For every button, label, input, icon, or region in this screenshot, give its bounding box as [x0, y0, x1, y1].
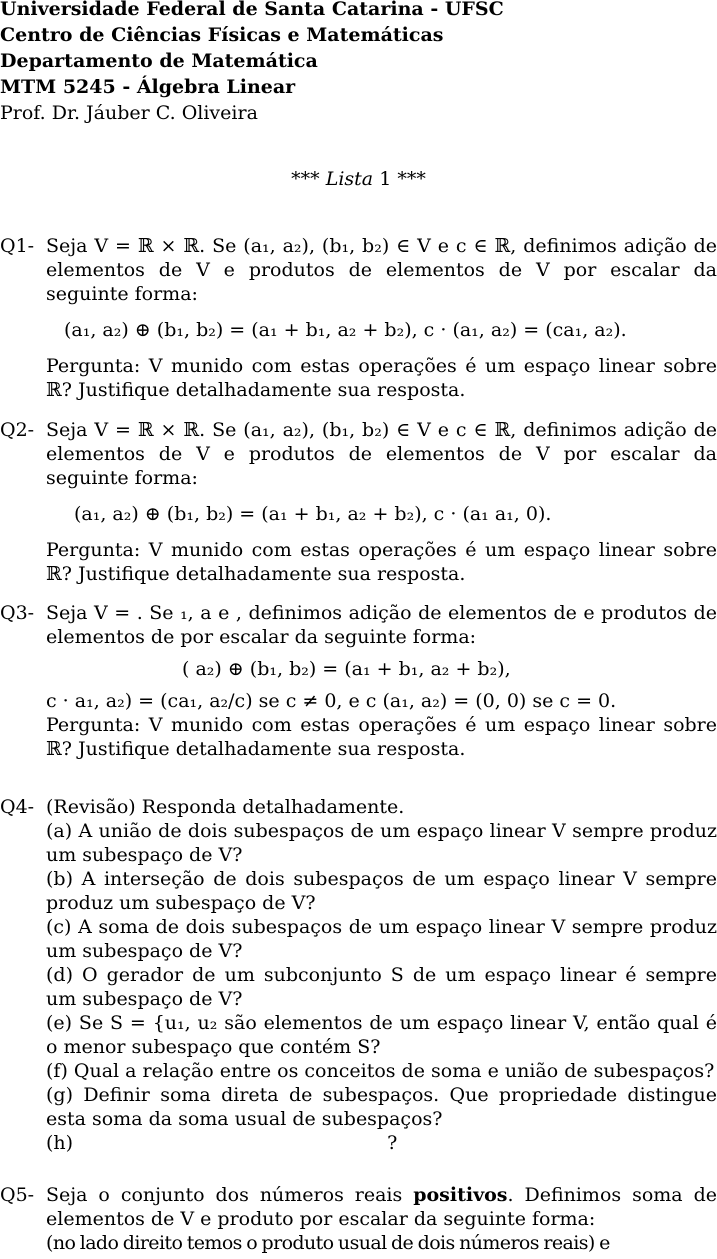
question-4-item-g: (g) Definir soma direta de subespaços. Que propriedade distingue esta soma da soma usual de subespaços? — [46, 1084, 717, 1130]
question-4-intro: (Revisão) Responda detalhadamente. — [46, 796, 405, 818]
question-4-item-e: (e) Se S = {u₁, u₂ são elementos de um espaço linear V, então qual é o menor subespaço que contém S? — [46, 1012, 717, 1058]
question-4-item-c: (c) A soma de dois subespaços de um espaço linear V sempre produz um subespaço de V? — [46, 916, 717, 962]
question-5-intro — [46, 1183, 717, 1231]
question-5-label: Q5- — [0, 1184, 35, 1206]
question-2 — [0, 418, 717, 586]
question-5-intro-pre: Seja o conjunto dos números reais — [46, 1184, 414, 1206]
question-1-intro: Seja V = ℝ × ℝ. Se (a₁, a₂), (b₁, b₂) ∈ V e c ∈ ℝ, definimos adição de elementos de V e produtos de elementos de V por escalar da seguinte forma: — [46, 235, 717, 305]
course-name: MTM 5245 - Álgebra Linear — [0, 76, 296, 98]
question-4-label: Q4- — [0, 796, 35, 818]
question-3 — [0, 601, 717, 761]
question-4-item-d: (d) O gerador de um subconjunto S de um espaço linear é sempre um subespaço de V? — [46, 964, 717, 1010]
question-5 — [0, 1183, 717, 1255]
title-stars-left: *** — [291, 168, 320, 190]
question-4 — [0, 795, 717, 1155]
question-2-intro: Seja V = ℝ × ℝ. Se (a₁, a₂), (b₁, b₂) ∈ V e c ∈ ℝ, definimos adição de elementos de V e produtos de elementos de V por escalar da seguinte forma: — [46, 419, 717, 489]
title-number: 1 — [379, 168, 392, 190]
question-4-item-b: (b) A interseção de dois subespaços de um espaço linear V sempre produz um subespaço de V? — [46, 868, 717, 914]
question-3-label: Q3- — [0, 602, 35, 624]
professor-name: Prof. Dr. Jáuber C. Oliveira — [0, 102, 258, 124]
question-3-question: Pergunta: V munido com estas operações é um espaço linear sobre ℝ? Justifique detalhadamente sua resposta. — [46, 714, 717, 760]
document-header — [0, 0, 717, 126]
question-5-intro-post: . Definimos soma de elementos de V e produto por escalar da seguinte forma: — [46, 1184, 717, 1230]
question-2-label: Q2- — [0, 419, 35, 441]
question-5-intro-bold: positivos — [413, 1184, 508, 1206]
center-name: Centro de Ciências Físicas e Matemáticas — [0, 24, 444, 46]
question-1 — [0, 234, 717, 402]
question-3-formula-2: c · a₁, a₂) = (ca₁, a₂/c) se c ≠ 0, e c (a₁, a₂) = (0, 0) se c = 0. — [46, 690, 617, 712]
question-4-item-a: (a) A união de dois subespaços de um espaço linear V sempre produz um subespaço de V? — [46, 820, 717, 866]
list-title — [0, 166, 717, 192]
question-3-intro: Seja V = . Se ₁, a e , definimos adição de elementos de e produtos de elementos de por escalar da seguinte forma: — [46, 602, 717, 648]
question-5-note: (no lado direito temos o produto usual de dois números reais) e — [46, 1232, 610, 1254]
question-2-question: Pergunta: V munido com estas operações é um espaço linear sobre ℝ? Justifique detalhadamente sua resposta. — [46, 539, 717, 585]
question-1-label: Q1- — [0, 235, 35, 257]
question-1-formula: (a₁, a₂) ⊕ (b₁, b₂) = (a₁ + b₁, a₂ + b₂), c · (a₁, a₂) = (ca₁, a₂). — [64, 319, 627, 341]
question-2-formula: (a₁, a₂) ⊕ (b₁, b₂) = (a₁ + b₁, a₂ + b₂), c · (a₁ a₁, 0). — [74, 503, 552, 525]
department-name: Departamento de Matemática — [0, 50, 318, 72]
title-stars-right: *** — [397, 168, 426, 190]
question-4-item-h: (h) ? — [46, 1132, 398, 1154]
university-name: Universidade Federal de Santa Catarina - UFSC — [0, 0, 504, 20]
title-label: Lista — [325, 168, 374, 190]
question-1-question: Pergunta: V munido com estas operações é um espaço linear sobre ℝ? Justifique detalhadamente sua resposta. — [46, 355, 717, 401]
question-4-item-f: (f) Qual a relação entre os conceitos de soma e união de subespaços? — [46, 1060, 715, 1082]
question-3-formula: ( a₂) ⊕ (b₁, b₂) = (a₁ + b₁, a₂ + b₂), — [182, 658, 511, 680]
